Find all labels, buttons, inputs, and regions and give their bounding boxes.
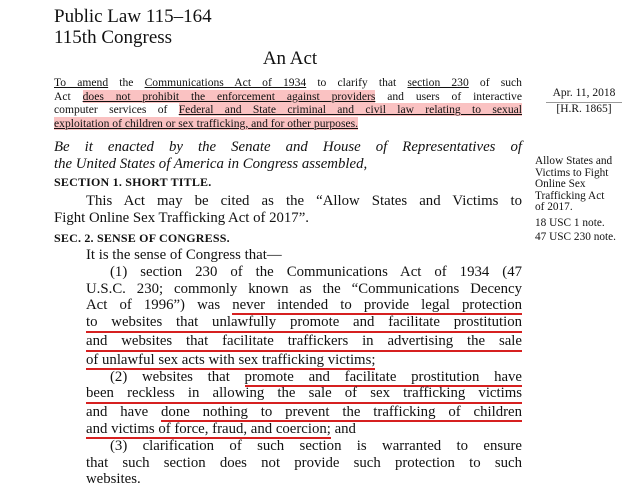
- para-1-line-5: and websites that facilitate traffickers in advertising the sale: [86, 333, 522, 352]
- preamble-highlight-law: Federal and State criminal and civil law relating to sexual: [178, 103, 522, 116]
- law-number: Public Law 115–164: [54, 6, 212, 27]
- preamble-line-4: [54, 117, 522, 131]
- enactment-date: Apr. 11, 2018: [546, 87, 622, 103]
- preamble-text: computer services of: [54, 103, 179, 116]
- margin-note-line: Allow States and: [535, 155, 613, 167]
- preamble-text: to clarify that: [306, 76, 408, 89]
- preamble-to-amend: To amend: [54, 76, 109, 89]
- section-1-line-1: This Act may be cited as the “Allow States and Victims to: [86, 193, 522, 209]
- preamble-text: and users of interactive: [375, 89, 522, 103]
- preamble-text: Act: [54, 89, 83, 103]
- preamble-line-3: [54, 103, 522, 117]
- para-1-line-2: U.S.C. 230; commonly known as the “Communications Decency: [86, 280, 522, 297]
- para-3-line-2: that such section does not provide such protection to such: [86, 454, 522, 471]
- act-preamble: [54, 76, 522, 130]
- underline-never-intended: never intended to provide legal protection: [232, 297, 523, 314]
- margin-note-line: of 2017.: [535, 201, 573, 214]
- para-3-line-3: websites.: [86, 471, 141, 488]
- section-2-heading: SEC. 2. SENSE OF CONGRESS.: [54, 231, 230, 245]
- para-text: Act of 1996”) was: [86, 297, 233, 314]
- para-2-line-3: [54, 404, 522, 421]
- para-3-line-1: (3) clarification of such section is warranted to ensure: [110, 437, 522, 454]
- margin-note-line: Online Sex: [535, 178, 586, 191]
- preamble-highlight-enforcement: does not prohibit the enforcement against providers: [82, 89, 376, 103]
- section-1-line-2: Fight Online Sex Trafficking Act of 2017”.: [54, 209, 309, 226]
- para-text: (2) websites that: [110, 368, 245, 385]
- section-2-body: [54, 247, 522, 488]
- para-1-line-6: [54, 352, 522, 369]
- enacting-clause: [54, 139, 522, 173]
- underline-unlawful-sex-acts: of unlawful sex acts with sex trafficking victims;: [86, 351, 376, 368]
- para-1-line-3: [54, 297, 522, 314]
- preamble-section-230: section 230: [407, 76, 469, 89]
- preamble-communications-act: Communications Act of 1934: [144, 76, 307, 89]
- para-1-line-4: to websites that unlawfully promote and facilitate prostitution: [86, 314, 522, 333]
- usc-note-18: 18 USC 1 note.: [535, 217, 605, 229]
- para-1-line-1: (1) section 230 of the Communications Act of 1934 (47: [110, 263, 522, 280]
- congress-number: 115th Congress: [54, 27, 173, 48]
- section-2-intro: It is the sense of Congress that—: [86, 247, 282, 263]
- para-2-line-2: been reckless in allowing the sale of sex trafficking victims: [86, 385, 522, 404]
- para-text: and have: [86, 404, 162, 421]
- preamble-line-2: [54, 90, 522, 104]
- section-1-heading: SECTION 1. SHORT TITLE.: [54, 175, 212, 189]
- usc-note-47: 47 USC 230 note.: [535, 231, 616, 243]
- underline-promote-prostitution: promote and facilitate prostitution have: [244, 368, 522, 385]
- preamble-line-1: [54, 76, 522, 90]
- bill-number: [H.R. 1865]: [556, 103, 612, 115]
- underline-done-nothing: done nothing to prevent the trafficking of children: [161, 404, 522, 421]
- para-2-line-4: [54, 421, 522, 438]
- enacting-line-1: Be it enacted by the Senate and House of Representatives of: [54, 139, 522, 155]
- document-type: An Act: [262, 48, 318, 69]
- preamble-text: the: [108, 76, 145, 89]
- underline-force-fraud: and victims of force, fraud, and coercion;: [86, 420, 331, 437]
- short-title-margin-note: [535, 156, 635, 214]
- para-text: and: [330, 420, 356, 437]
- para-2-line-1: [54, 369, 522, 386]
- preamble-text: of such: [468, 76, 522, 89]
- preamble-highlight-exploitation: exploitation of children or sex trafficking, and for other purposes.: [54, 116, 359, 130]
- margin-note-line: Victims to Fight: [535, 166, 609, 179]
- enacting-line-2: the United States of America in Congress assembled,: [54, 156, 368, 172]
- section-1-body: [54, 193, 522, 227]
- margin-note-line: Trafficking Act: [535, 189, 605, 202]
